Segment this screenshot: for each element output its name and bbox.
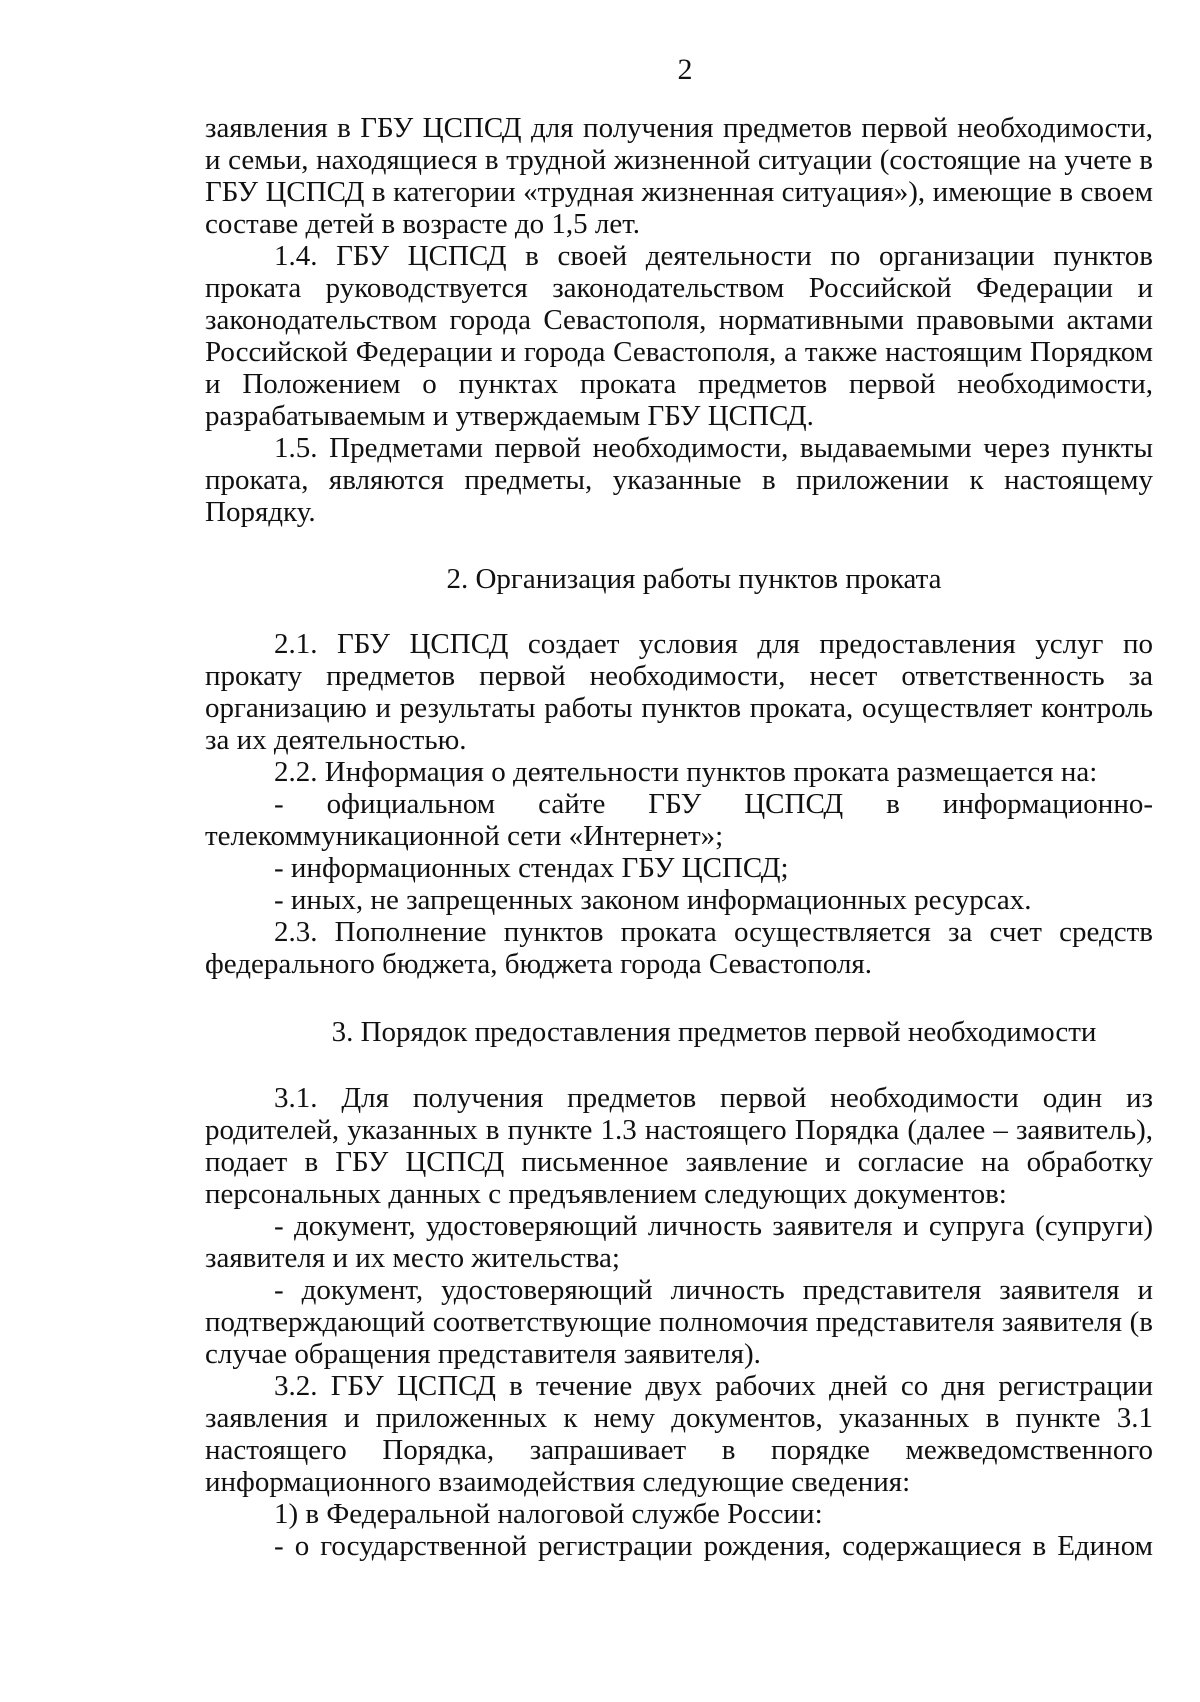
paragraph: - информационных стендах ГБУ ЦСПСД; <box>274 852 789 884</box>
paragraph: 2.1. ГБУ ЦСПСД создает условия для предоставления услуг по прокату предметов первой необходимости, несет ответственность за организацию и результаты работы пунктов проката, осуществляет контроль за их деятельностью. <box>205 628 1153 756</box>
paragraph: 2.2. Информация о деятельности пунктов проката размещается на: <box>274 756 1098 788</box>
section-heading: 2. Организация работы пунктов проката <box>446 563 942 595</box>
paragraph: 3.1. Для получения предметов первой необходимости один из родителей, указанных в пункте 1.3 настоящего Порядка (далее – заявитель), подает в ГБУ ЦСПСД письменное заявление и согласие на обработку персональных данных с предъявлением следующих документов: <box>205 1082 1153 1210</box>
paragraph: 2.3. Пополнение пунктов проката осуществляется за счет средств федерального бюджета, бюджета города Севастополя. <box>205 916 1153 980</box>
document-body <box>205 112 1153 1562</box>
paragraph: - иных, не запрещенных законом информационных ресурсах. <box>274 884 1032 916</box>
paragraph: 1.5. Предметами первой необходимости, выдаваемыми через пункты проката, являются предметы, указанные в приложении к настоящему Порядку. <box>205 432 1153 528</box>
paragraph: 1.4. ГБУ ЦСПСД в своей деятельности по организации пунктов проката руководствуется законодательством Российской Федерации и законодательством города Севастополя, нормативными правовыми актами Российской Федерации и города Севастополя, а также настоящим Порядком и Положением о пунктах проката предметов первой необходимости, разрабатываемым и утверждаемым ГБУ ЦСПСД. <box>205 240 1153 432</box>
paragraph: - документ, удостоверяющий личность заявителя и супруга (супруги) заявителя и их место жительства; <box>205 1210 1153 1274</box>
paragraph: 1) в Федеральной налоговой службе России: <box>274 1498 823 1530</box>
paragraph: - официальном сайте ГБУ ЦСПСД в информационно-телекоммуникационной сети «Интернет»; <box>205 788 1153 852</box>
page-number: 2 <box>677 53 693 86</box>
paragraph: заявления в ГБУ ЦСПСД для получения предметов первой необходимости, и семьи, находящиеся в трудной жизненной ситуации (состоящие на учете в ГБУ ЦСПСД в категории «трудная жизненная ситуация»), имеющие в своем составе детей в возрасте до 1,5 лет. <box>205 112 1153 240</box>
paragraph: - о государственной регистрации рождения, содержащиеся в Едином <box>274 1530 1153 1562</box>
paragraph: 3.2. ГБУ ЦСПСД в течение двух рабочих дней со дня регистрации заявления и приложенных к нему документов, указанных в пункте 3.1 настоящего Порядка, запрашивает в порядке межведомственного информационного взаимодействия следующие сведения: <box>205 1370 1153 1498</box>
paragraph: - документ, удостоверяющий личность представителя заявителя и подтверждающий соответствующие полномочия представителя заявителя (в случае обращения представителя заявителя). <box>205 1274 1153 1370</box>
section-heading: 3. Порядок предоставления предметов первой необходимости <box>331 1016 1097 1048</box>
